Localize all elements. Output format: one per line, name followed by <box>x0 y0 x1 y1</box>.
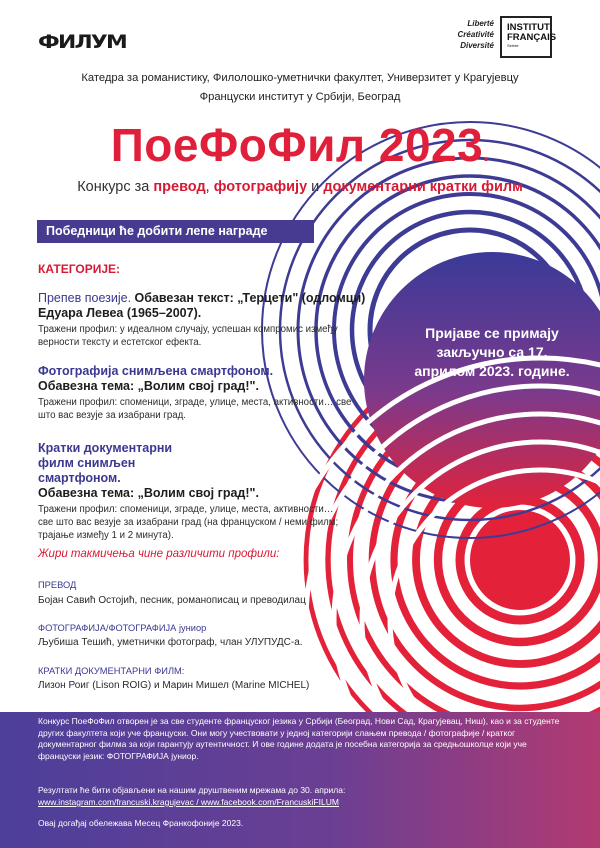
jury-names-film: Лизон Роиг (Lison ROIG) и Марин Мишел (Marine MICHEL) <box>38 680 310 691</box>
footer-links <box>38 797 564 809</box>
instagram-link[interactable]: www.instagram.com/francuski.kragujevac <box>38 797 194 807</box>
category-poetry-rest: Обавезан текст: „Терцети" (одломци) Едуара Левеа (1965–2007). <box>38 291 366 320</box>
jury-label-film: КРАТКИ ДОКУМЕНТАРНИ ФИЛМ: <box>38 666 185 676</box>
logo-francais: FRANÇAIS <box>507 32 557 43</box>
subtitle-translation: превод <box>153 179 206 195</box>
category-photo-title <box>38 364 368 394</box>
motto-liberte: Liberté <box>467 19 494 28</box>
footer-results: Резултати ће бити објављени на нашим друштвеним мрежама до 30. априла: <box>38 785 346 795</box>
subtitle-pre: Конкурс за <box>77 179 154 195</box>
category-poetry-desc: Тражени профил: у идеалном случају, успешан компромис између верности тексту и естетског ефекта. <box>38 324 338 348</box>
category-poetry <box>38 291 368 349</box>
category-photo-desc: Тражени профил: споменици, зграде, улице, места, активности… све што вас везује за изабрани град. <box>38 397 352 421</box>
jury-names-photo: Љубиша Тешић, уметнички фотограф, члан УЛУПУДС-а. <box>38 637 303 648</box>
category-poetry-lead: Препев поезије. <box>38 291 132 305</box>
category-photo <box>38 364 368 422</box>
subtitle-sep-1: , <box>205 179 214 195</box>
link-separator: / <box>193 797 201 807</box>
logo-serbie: Serbie <box>507 43 519 48</box>
subtitle-sep-2: и <box>307 179 324 195</box>
page-title <box>0 118 600 172</box>
jury-label-photo: ФОТОГРАФИЈА/ФОТОГРАФИЈА јуниор <box>38 623 207 633</box>
category-poetry-title <box>38 291 368 321</box>
jury-heading: Жири такмичења чине различити профили: <box>38 548 280 560</box>
institution-line-1: Катедра за романистику, Филолошко-уметнички факултет, Универзитет у Крагујевцу <box>81 72 519 84</box>
categories-heading: КАТЕГОРИЈЕ: <box>38 262 121 276</box>
title-dot: . <box>483 144 490 166</box>
jury-label-translation: ПРЕВОД <box>38 580 77 590</box>
winners-banner: Победници ће добити лепе награде <box>37 220 314 243</box>
deadline-text: Пријаве се примају закључно са 17. априлом 2023. године. <box>414 325 570 379</box>
logo-institut: INSTITUT <box>507 22 550 33</box>
institution-line-2: Француски институт у Србији, Београд <box>199 91 401 103</box>
category-film-title <box>38 441 338 501</box>
footer-paragraph: Конкурс ПоеФоФил отворен је за све студенте француског језика у Србији (Београд, Нови Сад, Крагујевац, Ниш), као и за студенте других факултета који уче француски. Они могу учествовати у једној категорији слањем превода / фотографије / кратког документарног филма за који гарантују аутентичност. И ове године додата је посебна категорија за средњошколце који уче француски језик: ФОТОГРАФИЈА јуниор. <box>38 716 560 761</box>
category-film-lead: Кратки документарни филм снимљен смартфоном. <box>38 441 173 485</box>
category-photo-lead: Фотографија снимљена смартфоном. <box>38 364 274 378</box>
facebook-link[interactable]: www.facebook.com/FrancuskiFILUM <box>200 797 339 807</box>
category-photo-rest: Обавезна тема: „Волим свој град!". <box>38 379 259 393</box>
subtitle-film: документарни кратки филм <box>323 179 523 195</box>
motto-diversite: Diversité <box>460 41 494 50</box>
motto-creativite: Créativité <box>457 30 494 39</box>
footer-francophonie: Овај догађај обележава Месец Франкофоније 2023. <box>38 818 244 828</box>
red-ring-core <box>470 510 570 610</box>
subtitle-photography: фотографију <box>213 179 308 195</box>
title-text: ПоеФоФил 2023 <box>110 119 484 171</box>
filum-logo: ФИЛУМ <box>38 31 127 53</box>
institut-francais-motto <box>448 18 494 51</box>
subtitle <box>0 179 600 195</box>
jury-names-translation: Бојан Савић Остојић, песник, романописац и преводилац <box>38 595 306 606</box>
category-film-desc: Тражени профил: споменици, зграде, улице, места, активности… све што вас везује за изабрани град (на француском / неми филм; трајање између 1 и 2 минута). <box>38 504 339 541</box>
category-film-rest: Обавезна тема: „Волим свој град!". <box>38 486 259 500</box>
institut-francais-logo <box>500 16 557 58</box>
category-film <box>38 441 338 542</box>
